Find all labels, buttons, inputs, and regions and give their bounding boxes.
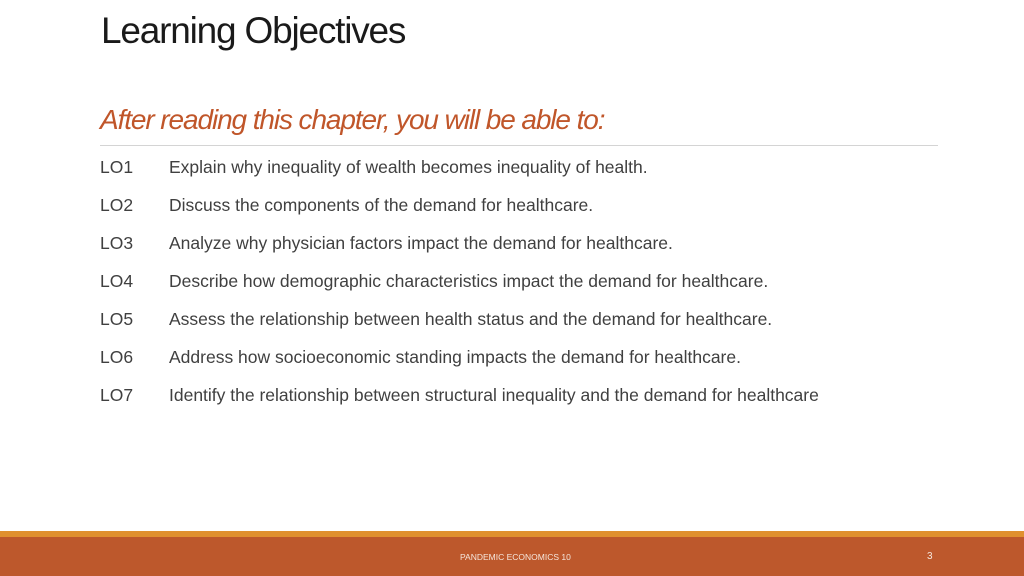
objective-text: Assess the relationship between health status and the demand for healthcare. — [169, 309, 773, 329]
page-number: 3 — [927, 551, 933, 562]
objectives-list — [100, 157, 819, 423]
objective-code: LO1 — [100, 157, 134, 177]
objective-code: LO2 — [100, 195, 134, 215]
objective-code: LO7 — [100, 385, 134, 405]
slide-title: Learning Objectives — [101, 10, 406, 51]
objective-text: Address how socioeconomic standing impacts the demand for healthcare. — [169, 347, 741, 367]
objective-text: Explain why inequality of wealth becomes inequality of health. — [169, 157, 648, 177]
objective-code: LO5 — [100, 309, 134, 329]
objective-code: LO3 — [100, 233, 134, 253]
objective-item — [100, 385, 819, 423]
footer-text: PANDEMIC ECONOMICS 10 — [460, 552, 571, 562]
objective-item — [100, 195, 819, 233]
objective-code: LO4 — [100, 271, 134, 291]
objective-code: LO6 — [100, 347, 134, 367]
objective-item — [100, 233, 819, 271]
objective-item — [100, 157, 819, 195]
objective-item — [100, 271, 819, 309]
objective-text: Discuss the components of the demand for healthcare. — [169, 195, 594, 215]
objective-item — [100, 347, 819, 385]
objective-text: Identify the relationship between structural inequality and the demand for healthcare — [169, 385, 819, 405]
objective-text: Describe how demographic characteristics impact the demand for healthcare. — [169, 271, 769, 291]
divider — [100, 145, 938, 146]
objective-text: Analyze why physician factors impact the demand for healthcare. — [169, 233, 673, 253]
slide-subtitle: After reading this chapter, you will be able to: — [100, 104, 605, 135]
objective-item — [100, 309, 819, 347]
